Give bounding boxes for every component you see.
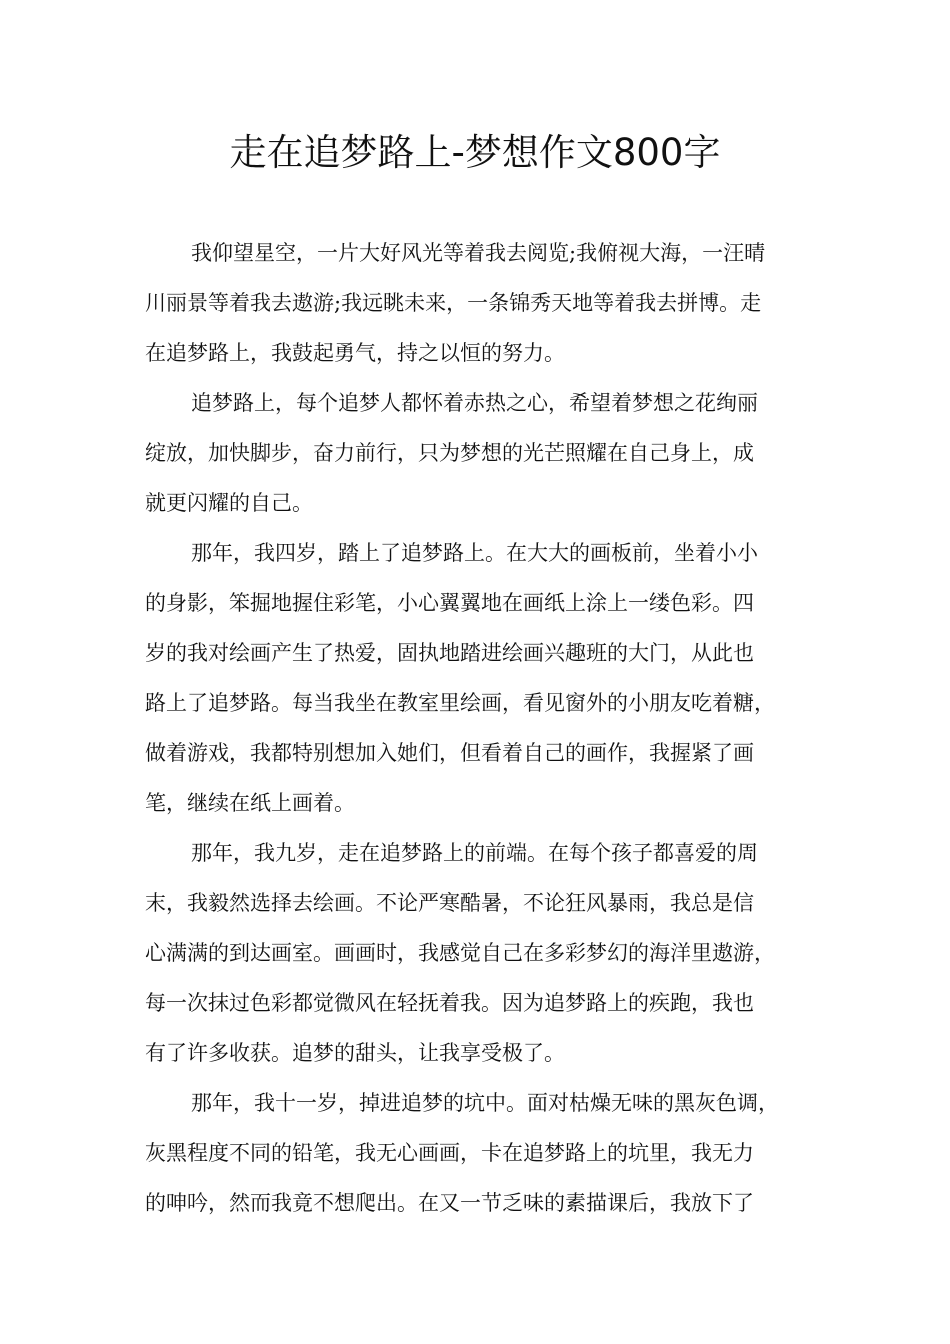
paragraph-3 bbox=[145, 528, 825, 828]
text-line: 绽放，加快脚步，奋力前行，只为梦想的光芒照耀在自己身上，成 bbox=[145, 441, 754, 465]
text-line: 做着游戏，我都特别想加入她们，但看着自己的画作，我握紧了画 bbox=[145, 741, 754, 765]
paragraph-5 bbox=[145, 1078, 825, 1228]
text-line: 的身影，笨掘地握住彩笔，小心翼翼地在画纸上涂上一缕色彩。四 bbox=[145, 591, 754, 615]
text-line: 那年，我四岁，踏上了追梦路上。在大大的画板前，坐着小小 bbox=[191, 541, 758, 565]
document-title: 走在追梦路上-梦想作文800字 bbox=[229, 131, 721, 174]
text-line: 川丽景等着我去遨游;我远眺未来，一条锦秀天地等着我去拼博。走 bbox=[145, 291, 762, 315]
text-line: 路上了追梦路。每当我坐在教室里绘画，看见窗外的小朋友吃着糖， bbox=[145, 691, 775, 715]
document-body bbox=[145, 228, 825, 1228]
paragraph-2 bbox=[145, 378, 825, 528]
text-line: 那年，我十一岁，掉进追梦的坑中。面对枯燥无味的黑灰色调， bbox=[191, 1091, 779, 1115]
text-line: 在追梦路上，我鼓起勇气，持之以恒的努力。 bbox=[145, 341, 565, 365]
paragraph-4 bbox=[145, 828, 825, 1078]
text-line: 追梦路上，每个追梦人都怀着赤热之心，希望着梦想之花绚丽 bbox=[191, 391, 758, 415]
paragraph-1 bbox=[145, 228, 825, 378]
text-line: 那年，我九岁，走在追梦路上的前端。在每个孩子都喜爱的周 bbox=[191, 841, 758, 865]
text-line: 的呻吟，然而我竟不想爬出。在又一节乏味的素描课后，我放下了 bbox=[145, 1191, 754, 1215]
text-line: 灰黑程度不同的铅笔，我无心画画，卡在追梦路上的坑里，我无力 bbox=[145, 1141, 754, 1165]
text-line: 就更闪耀的自己。 bbox=[145, 491, 313, 515]
text-line: 心满满的到达画室。画画时，我感觉自己在多彩梦幻的海洋里遨游， bbox=[145, 941, 775, 965]
text-line: 笔，继续在纸上画着。 bbox=[145, 791, 355, 815]
text-line: 岁的我对绘画产生了热爱，固执地踏进绘画兴趣班的大门，从此也 bbox=[145, 641, 754, 665]
text-line: 每一次抹过色彩都觉微风在轻抚着我。因为追梦路上的疾跑，我也 bbox=[145, 991, 754, 1015]
text-line: 末，我毅然选择去绘画。不论严寒酷暑，不论狂风暴雨，我总是信 bbox=[145, 891, 754, 915]
text-line: 我仰望星空，一片大好风光等着我去阅览;我俯视大海，一汪晴 bbox=[191, 241, 766, 265]
text-line: 有了许多收获。追梦的甜头，让我享受极了。 bbox=[145, 1041, 565, 1065]
